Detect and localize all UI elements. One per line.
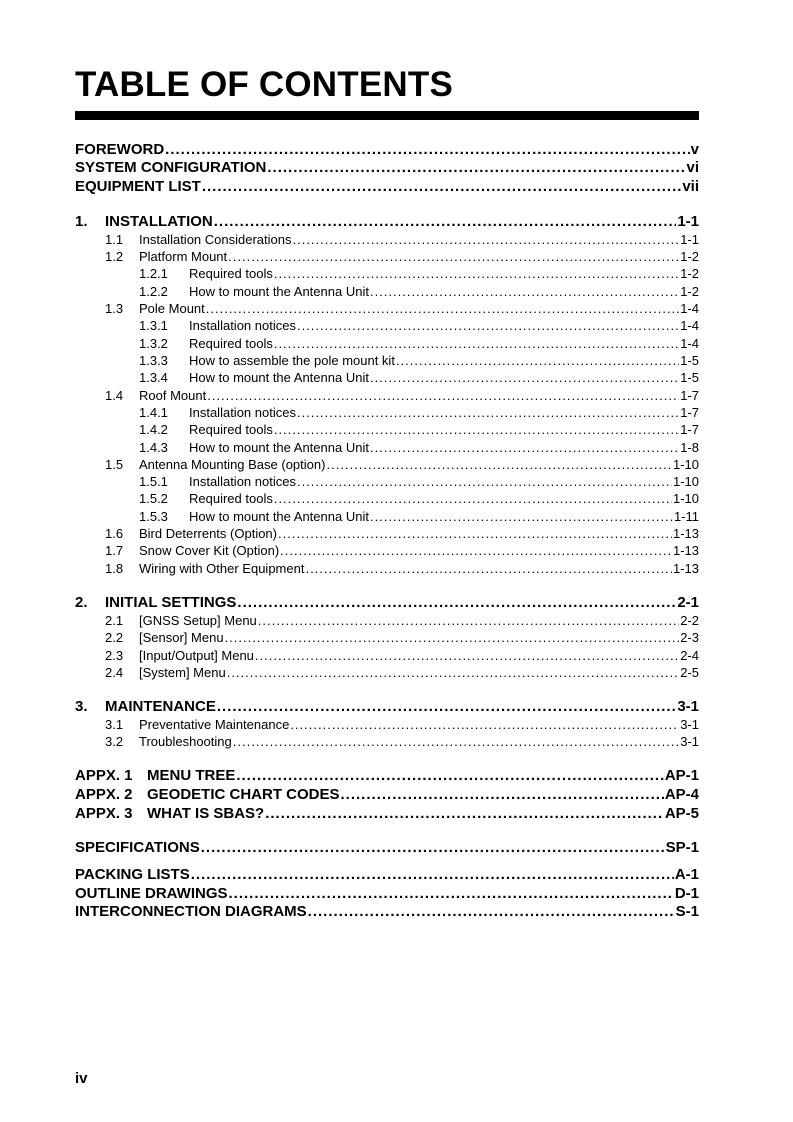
- toc-entry-label: Preventative Maintenance: [139, 717, 290, 732]
- toc-entry[interactable]: [139, 422, 699, 439]
- toc-entry-page: AP-4: [664, 786, 699, 803]
- toc-entry-page: 1-10: [672, 491, 699, 506]
- dot-leader: [214, 213, 677, 230]
- dot-leader: [290, 717, 679, 732]
- toc-entry-label: SYSTEM CONFIGURATION: [75, 159, 267, 176]
- toc-entry-number: 2.2: [105, 630, 124, 645]
- toc-entry-page: 1-7: [680, 405, 699, 420]
- dot-leader: [370, 509, 673, 524]
- toc-entry-label: How to assemble the pole mount kit: [189, 353, 395, 368]
- toc-entry-page: 1-2: [680, 284, 699, 299]
- toc-entry-label: INITIAL SETTINGS: [105, 594, 237, 611]
- toc-entry[interactable]: [75, 159, 699, 177]
- toc-entry-page: 2-2: [680, 613, 699, 628]
- toc-entry-number: 1.5: [105, 457, 124, 472]
- dot-leader: [237, 594, 676, 611]
- toc-entry[interactable]: [139, 353, 699, 370]
- toc-entry-label: Required tools: [189, 336, 273, 351]
- dot-leader: [267, 159, 685, 176]
- toc-entry-number: 1.5.1: [139, 474, 168, 489]
- toc-entry-number: 1.7: [105, 543, 124, 558]
- toc-entry[interactable]: [105, 249, 699, 266]
- toc-entry-page: 1-10: [672, 474, 699, 489]
- toc-entry-number: 2.1: [105, 613, 124, 628]
- dot-leader: [280, 543, 672, 558]
- dot-leader: [274, 491, 672, 506]
- toc-entry[interactable]: [105, 543, 699, 560]
- toc-entry-page: 1-5: [680, 353, 699, 368]
- dot-leader: [229, 885, 674, 902]
- dot-leader: [228, 249, 679, 264]
- toc-entry-label: GEODETIC CHART CODES: [147, 786, 340, 803]
- toc-entry-label: Troubleshooting: [139, 734, 232, 749]
- toc-entry-page: 3-1: [677, 698, 699, 715]
- toc-entry-number: 1.3.3: [139, 353, 168, 368]
- toc-entry-page: A-1: [674, 866, 699, 883]
- toc-entry-number: 3.: [75, 698, 88, 715]
- dot-leader: [326, 457, 672, 472]
- toc-entry-page: 1-2: [680, 249, 699, 264]
- toc-entry-label: Wiring with Other Equipment: [139, 561, 305, 576]
- toc-entry-label: Required tools: [189, 422, 273, 437]
- toc-entry-label: How to mount the Antenna Unit: [189, 440, 369, 455]
- toc-entry-page: D-1: [674, 885, 699, 902]
- toc-entry-number: APPX. 2: [75, 786, 133, 803]
- dot-leader: [292, 232, 679, 247]
- toc-entry[interactable]: [75, 903, 699, 921]
- toc-entry[interactable]: [75, 839, 699, 857]
- toc-entry[interactable]: [75, 178, 699, 196]
- toc-entry-page: 1-10: [672, 457, 699, 472]
- toc-entry-number: 2.: [75, 594, 88, 611]
- toc-entry[interactable]: [139, 405, 699, 422]
- toc-entry-page: 1-1: [680, 232, 699, 247]
- dot-leader: [308, 903, 675, 920]
- dot-leader: [297, 318, 679, 333]
- toc-entry[interactable]: [139, 336, 699, 353]
- dot-leader: [227, 665, 680, 680]
- toc-entry-number: APPX. 3: [75, 805, 133, 822]
- toc-entry-label: SPECIFICATIONS: [75, 839, 200, 856]
- toc-entry-page: 1-1: [677, 213, 699, 230]
- toc-entry-label: How to mount the Antenna Unit: [189, 284, 369, 299]
- toc-entry[interactable]: [75, 866, 699, 884]
- dot-leader: [278, 526, 672, 541]
- toc-entry-number: 1.4.2: [139, 422, 168, 437]
- toc-entry-label: Installation notices: [189, 318, 296, 333]
- toc-entry-page: 1-13: [672, 543, 699, 558]
- toc-entry-label: MENU TREE: [147, 767, 236, 784]
- toc-entry-label: WHAT IS SBAS?: [147, 805, 265, 822]
- toc-entry-label: EQUIPMENT LIST: [75, 178, 201, 195]
- toc-entry[interactable]: [75, 213, 699, 231]
- toc-entry-label: Snow Cover Kit (Option): [139, 543, 280, 558]
- toc-entry-page: vi: [686, 159, 699, 176]
- toc-entry-label: Installation Considerations: [139, 232, 292, 247]
- toc-entry-page: 3-1: [680, 734, 699, 749]
- dot-leader: [165, 141, 689, 158]
- toc-entry-number: 1.3.4: [139, 370, 168, 385]
- toc-entry[interactable]: [105, 734, 699, 751]
- toc-entry[interactable]: [139, 440, 699, 457]
- toc-entry-label: Installation notices: [189, 474, 296, 489]
- toc-entry-page: 1-8: [680, 440, 699, 455]
- toc-entry-number: 1.2.1: [139, 266, 168, 281]
- toc-entry-label: Platform Mount: [139, 249, 228, 264]
- toc-entry-number: 1.5.2: [139, 491, 168, 506]
- toc-entry[interactable]: [105, 388, 699, 405]
- toc-entry-page: AP-5: [664, 805, 699, 822]
- toc-entry-number: 3.2: [105, 734, 124, 749]
- toc-entry-page: SP-1: [665, 839, 699, 856]
- toc-entry[interactable]: [105, 613, 699, 630]
- toc-entry[interactable]: [75, 698, 699, 716]
- toc-entry[interactable]: [105, 526, 699, 543]
- toc-entry-number: 1.2: [105, 249, 124, 264]
- toc-entry-label: Required tools: [189, 266, 273, 281]
- toc-entry[interactable]: [105, 301, 699, 318]
- dot-leader: [370, 284, 679, 299]
- toc-entry[interactable]: [139, 266, 699, 283]
- toc-entry-page: 1-13: [672, 561, 699, 576]
- dot-leader: [297, 405, 679, 420]
- toc-entry-page: 1-4: [680, 301, 699, 316]
- dot-leader: [233, 734, 679, 749]
- toc-entry[interactable]: [139, 318, 699, 335]
- toc-entry[interactable]: [105, 717, 699, 734]
- toc-entry-number: 3.1: [105, 717, 124, 732]
- toc-entry-label: MAINTENANCE: [105, 698, 216, 715]
- toc-entry-label: INSTALLATION: [105, 213, 213, 230]
- dot-leader: [201, 839, 665, 856]
- toc-entry-label: INTERCONNECTION DIAGRAMS: [75, 903, 307, 920]
- toc-entry-number: APPX. 1: [75, 767, 133, 784]
- dot-leader: [236, 767, 663, 784]
- toc-entry-number: 1.3.1: [139, 318, 168, 333]
- toc-entry[interactable]: [105, 561, 699, 578]
- toc-entry-number: 1.6: [105, 526, 124, 541]
- toc-entry-number: 1.2.2: [139, 284, 168, 299]
- dot-leader: [206, 301, 679, 316]
- toc-entry-label: Pole Mount: [139, 301, 205, 316]
- toc-entry[interactable]: [105, 665, 699, 682]
- dot-leader: [305, 561, 672, 576]
- toc-entry-page: 1-5: [680, 370, 699, 385]
- toc-entry[interactable]: [105, 232, 699, 249]
- toc-entry[interactable]: [75, 786, 699, 804]
- toc-entry-label: How to mount the Antenna Unit: [189, 509, 369, 524]
- dot-leader: [396, 353, 679, 368]
- dot-leader: [274, 266, 679, 281]
- toc-entry-label: [Input/Output] Menu: [139, 648, 254, 663]
- toc-entry-label: How to mount the Antenna Unit: [189, 370, 369, 385]
- toc-entry-page: 1-7: [680, 388, 699, 403]
- toc-entry-number: 1.4.3: [139, 440, 168, 455]
- page-title: TABLE OF CONTENTS: [75, 65, 454, 104]
- toc-entry-label: PACKING LISTS: [75, 866, 190, 883]
- dot-leader: [202, 178, 681, 195]
- toc-entry[interactable]: [75, 141, 699, 159]
- footer-page-number: iv: [75, 1070, 88, 1087]
- toc-entry-label: FOREWORD: [75, 141, 165, 158]
- toc-entry-number: 1.4.1: [139, 405, 168, 420]
- toc-entry-number: 1.8: [105, 561, 124, 576]
- dot-leader: [217, 698, 676, 715]
- dot-leader: [255, 648, 679, 663]
- toc-entry-number: 1.3: [105, 301, 124, 316]
- toc-entry-number: 1.: [75, 213, 88, 230]
- toc-entry-page: AP-1: [664, 767, 699, 784]
- toc-entry-page: 1-7: [680, 422, 699, 437]
- toc-entry[interactable]: [139, 491, 699, 508]
- toc-entry-label: [GNSS Setup] Menu: [139, 613, 257, 628]
- title-rule: [75, 111, 699, 120]
- toc-entry-page: 1-11: [673, 509, 699, 524]
- toc-entry[interactable]: [75, 885, 699, 903]
- dot-leader: [370, 370, 679, 385]
- toc-entry-page: 1-4: [680, 336, 699, 351]
- dot-leader: [207, 388, 679, 403]
- toc-entry[interactable]: [139, 370, 699, 387]
- dot-leader: [274, 422, 679, 437]
- toc-entry[interactable]: [75, 805, 699, 823]
- toc-entry-page: 1-13: [672, 526, 699, 541]
- toc-entry-label: Bird Deterrents (Option): [139, 526, 277, 541]
- dot-leader: [297, 474, 672, 489]
- toc-entry-number: 1.5.3: [139, 509, 168, 524]
- toc-entry[interactable]: [139, 284, 699, 301]
- toc-entry[interactable]: [105, 648, 699, 665]
- dot-leader: [191, 866, 674, 883]
- toc-entry-label: Roof Mount: [139, 388, 207, 403]
- toc-entry-page: 2-3: [680, 630, 699, 645]
- toc-entry-page: 1-4: [680, 318, 699, 333]
- toc-entry[interactable]: [139, 474, 699, 491]
- toc-entry-number: 1.3.2: [139, 336, 168, 351]
- dot-leader: [265, 805, 664, 822]
- toc-entry-page: v: [690, 141, 699, 158]
- toc-entry[interactable]: [139, 509, 699, 526]
- toc-entry-number: 1.4: [105, 388, 124, 403]
- toc-entry[interactable]: [75, 594, 699, 612]
- toc-entry-number: 2.4: [105, 665, 124, 680]
- toc-entry-page: 2-4: [680, 648, 699, 663]
- toc-entry-label: Antenna Mounting Base (option): [139, 457, 326, 472]
- toc-entry-number: 2.3: [105, 648, 124, 663]
- toc-entry[interactable]: [105, 630, 699, 647]
- toc-entry-label: Required tools: [189, 491, 273, 506]
- toc-entry[interactable]: [75, 767, 699, 785]
- toc-entry-page: 1-2: [680, 266, 699, 281]
- toc-entry-page: 2-1: [677, 594, 699, 611]
- toc-entry-page: 3-1: [680, 717, 699, 732]
- dot-leader: [341, 786, 664, 803]
- toc-entry-label: OUTLINE DRAWINGS: [75, 885, 228, 902]
- dot-leader: [258, 613, 679, 628]
- toc-entry-label: [System] Menu: [139, 665, 226, 680]
- toc-entry[interactable]: [105, 457, 699, 474]
- dot-leader: [274, 336, 679, 351]
- toc-entry-label: Installation notices: [189, 405, 296, 420]
- dot-leader: [370, 440, 679, 455]
- toc-entry-label: [Sensor] Menu: [139, 630, 224, 645]
- toc-entry-number: 1.1: [105, 232, 124, 247]
- toc-entry-page: 2-5: [680, 665, 699, 680]
- toc-entry-page: vii: [682, 178, 699, 195]
- dot-leader: [225, 630, 680, 645]
- toc-entry-page: S-1: [675, 903, 699, 920]
